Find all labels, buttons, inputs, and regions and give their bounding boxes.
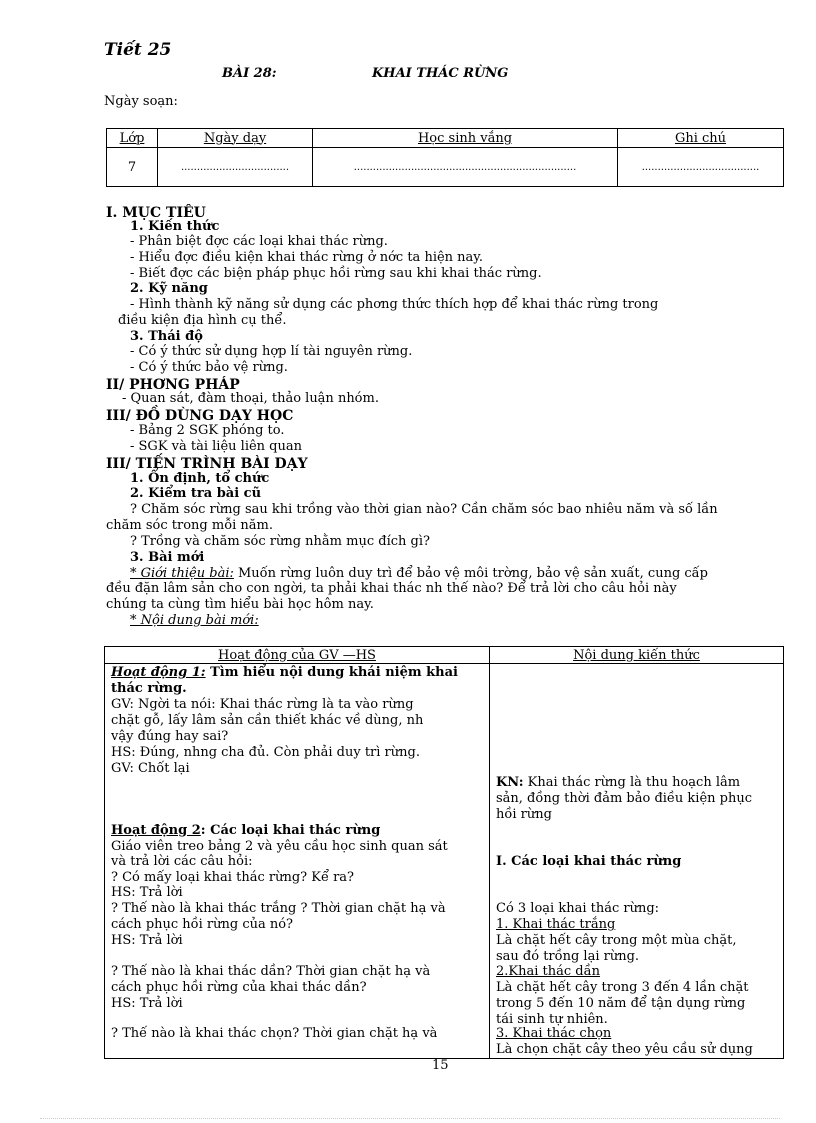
period-title: Tiết 25 [104,40,172,60]
skills-title: 2. Kỹ năng [130,281,208,296]
definition-line: hồi rừng [496,807,552,822]
content-subtitle: 3. Khai thác chọn [496,1026,612,1041]
activity1-text: Tìm hiểu nội dung khái niệm khai [205,665,458,680]
activity-line: vậy đúng hay sai? [111,729,229,744]
activity-cell [105,664,490,1059]
section-materials-title: III/ ĐỒ DÙNG DẠY HỌC [106,408,294,424]
activity-line: HS: Trả lời [111,996,183,1011]
activity2-label: Hoạt động 2 [111,823,201,838]
activity-line: ? Thế nào là khai thác trắng ? Thời gian chặt hạ và [111,901,446,916]
activity1-title [111,666,458,680]
activity-line: cách phục hồi rừng của nó? [111,917,294,932]
section-process-title: III/ TIẾN TRÌNH BÀI DẠY [106,456,308,472]
lesson-table [104,646,784,1059]
content-line: Là chặt hết cây trong 3 đến 4 lần chặt [496,980,749,995]
intro-line: chúng ta cùng tìm hiểu bài học hôm nay. [106,597,374,612]
intro-line [130,567,708,581]
review-question: ? Trồng và chăm sóc rừng nhằm mục đích gì? [130,534,430,549]
activity-line: GV: Chốt lại [111,761,190,776]
activity-line: HS: Trả lời [111,885,183,900]
review-question: ? Chăm sóc rừng sau khi trồng vào thời gian nào? Cần chăm sóc bao nhiêu năm và số lần [130,502,718,517]
intro-text: Muốn rừng luôn duy trì để bảo vệ môi trờng, bảo vệ sản xuất, cung cấp [233,566,708,581]
content-line: trong 5 đến 10 năm để tận dụng rừng [496,996,746,1011]
intro-line: đều đặn lâm sản cho con ngời, ta phải khai thác nh thế nào? Để trả lời cho câu hỏi này [106,581,677,596]
attitude-line: - Có ý thức sử dụng hợp lí tài nguyên rừng. [130,344,413,359]
col-date: Ngày dạy [158,129,313,148]
activity-line: ? Thế nào là khai thác chọn? Thời gian chặt hạ và [111,1026,438,1041]
step-organize: 1. Ổn định, tổ chức [130,471,270,486]
activity-line: ? Thế nào là khai thác dần? Thời gian chặt hạ và [111,964,431,979]
content-line: Có 3 loại khai thác rừng: [496,901,660,916]
attitude-line: - Có ý thức bảo vệ rừng. [130,360,288,375]
materials-item: - Bảng 2 SGK phóng to. [130,423,285,438]
attitude-title: 3. Thái độ [130,329,203,344]
lesson-title: KHAI THÁC RỪNG [372,66,509,81]
skills-line: - Hình thành kỹ năng sử dụng các phơng thức thích hợp để khai thác rừng trong [130,297,659,312]
content-line: Là chọn chặt cây theo yêu cầu sử dụng [496,1042,753,1057]
activity-line: Giáo viên treo bảng 2 và yêu cầu học sinh quan sát [111,839,448,854]
col-absent: Học sinh vắng [313,129,618,148]
step-review: 2. Kiểm tra bài cũ [130,486,262,501]
activity1-label: Hoạt động 1: [111,665,206,680]
activity-line: HS: Đúng, nhng cha đủ. Còn phải duy trì rừng. [111,745,420,760]
knowledge-line: - Phân biệt đợc các loại khai thác rừng. [130,234,388,249]
knowledge-line: - Biết đợc các biện pháp phục hồi rừng sau khi khai thác rừng. [130,266,542,281]
cell-absent: ...................................................................... [313,148,618,187]
content-label: * Nội dung bài mới: [130,613,259,628]
activity-line: chặt gỗ, lấy lâm sản cần thiết khác về dùng, nh [111,713,424,728]
activity-line: ? Có mấy loại khai thác rừng? Kể ra? [111,870,355,885]
knowledge-line: - Hiểu đợc điều kiện khai thác rừng ở nớc ta hiện nay. [130,250,484,265]
col-notes: Ghi chú [618,129,784,148]
cell-notes: ..................................... [618,148,784,187]
definition-line [496,776,740,790]
page-number: 15 [432,1058,449,1073]
method-text: - Quan sát, đàm thoại, thảo luận nhóm. [122,391,379,406]
col-activity: Hoạt động của GV —HS [105,647,490,664]
activity-line: HS: Trả lời [111,933,183,948]
col-class: Lớp [107,129,158,148]
step-new-lesson: 3. Bài mới [130,550,205,565]
cell-class: 7 [107,148,158,187]
activity-line: GV: Ngời ta nói: Khai thác rừng là ta vào rừng [111,697,414,712]
col-content: Nội dung kiến thức [490,647,784,664]
content-subtitle: 1. Khai thác trắng [496,917,616,932]
skills-line: điều kiện địa hình cụ thể. [118,313,287,328]
cell-date: .................................. [158,148,313,187]
content-subtitle: 2.Khai thác dần [496,964,600,979]
content-line: sau đó trồng lại rừng. [496,949,640,964]
content-cell [490,664,784,1059]
definition-line: sản, đồng thời đảm bảo điều kiện phục [496,791,753,806]
activity2-title [111,824,380,838]
content-line: Là chặt hết cây trong một mùa chặt, [496,933,737,948]
materials-item: - SGK và tài liệu liên quan [130,439,302,454]
activity-line: và trả lời các câu hỏi: [111,854,253,869]
activity2-text: : Các loại khai thác rừng [200,823,381,838]
section-method-title: II/ PHƠNG PHÁP [106,377,240,393]
review-question: chăm sóc trong mỗi năm. [106,518,274,533]
content-section-title: I. Các loại khai thác rừng [496,854,682,869]
class-table [106,128,784,187]
intro-label: * Giới thiệu bài: [130,566,234,581]
prep-date-label: Ngày soạn: [104,94,178,109]
page-footer-divider [40,1118,780,1119]
content-line: tái sinh tự nhiên. [496,1012,608,1027]
knowledge-title: 1. Kiến thức [130,219,220,234]
lesson-number: BÀI 28: [222,66,277,81]
definition-label: KN: [496,775,524,790]
activity-line: cách phục hồi rừng của khai thác dần? [111,980,367,995]
section-objectives-title: I. MỤC TIÊU [106,205,206,221]
definition-text: Khai thác rừng là thu hoạch lâm [523,775,741,790]
activity1-title-cont: thác rừng. [111,681,187,696]
